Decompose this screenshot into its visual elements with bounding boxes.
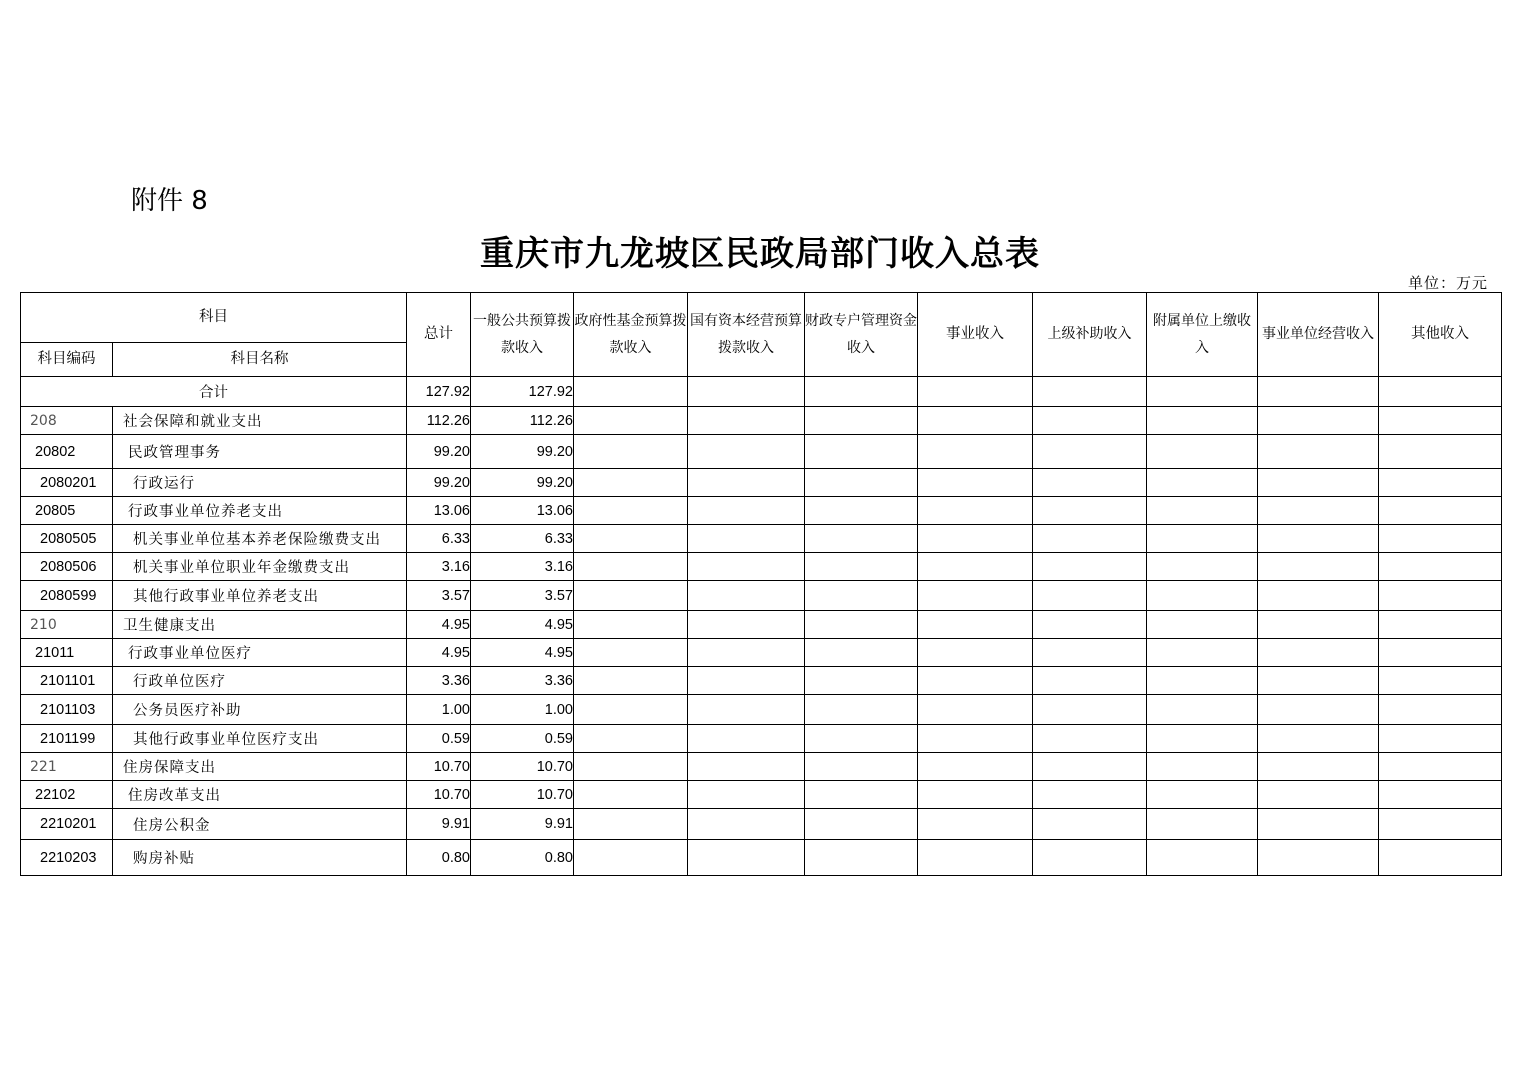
subject-code-cell: 2080506	[21, 553, 113, 581]
subject-code-cell: 208	[21, 407, 113, 435]
empty-cell	[574, 525, 688, 553]
table-row	[21, 407, 1502, 435]
table-row	[21, 695, 1502, 725]
empty-cell	[1379, 469, 1502, 497]
empty-cell	[1033, 581, 1147, 611]
general-budget-cell: 4.95	[471, 639, 574, 667]
empty-cell	[688, 725, 805, 753]
empty-cell	[574, 809, 688, 840]
empty-cell	[1033, 695, 1147, 725]
total-cell: 0.59	[407, 725, 471, 753]
empty-cell	[574, 407, 688, 435]
empty-cell	[918, 497, 1033, 525]
table-row	[21, 840, 1502, 876]
total-cell: 4.95	[407, 611, 471, 639]
empty-cell	[805, 611, 918, 639]
total-cell: 10.70	[407, 753, 471, 781]
general-budget-cell: 9.91	[471, 809, 574, 840]
table-row	[21, 469, 1502, 497]
subject-code-cell: 20805	[21, 497, 113, 525]
empty-cell	[688, 753, 805, 781]
empty-cell	[1147, 725, 1258, 753]
subject-name-cell: 住房保障支出	[113, 753, 407, 781]
empty-cell	[688, 377, 805, 407]
empty-cell	[688, 525, 805, 553]
total-cell: 0.80	[407, 840, 471, 876]
total-cell: 99.20	[407, 469, 471, 497]
subject-name-cell: 公务员医疗补助	[113, 695, 407, 725]
subject-code-cell: 210	[21, 611, 113, 639]
page-title: 重庆市九龙坡区民政局部门收入总表	[480, 234, 1040, 274]
empty-cell	[688, 639, 805, 667]
empty-cell	[1147, 377, 1258, 407]
empty-cell	[805, 639, 918, 667]
table-row	[21, 611, 1502, 639]
empty-cell	[1147, 469, 1258, 497]
total-cell: 6.33	[407, 525, 471, 553]
empty-cell	[1147, 639, 1258, 667]
subject-name-cell: 机关事业单位基本养老保险缴费支出	[113, 525, 407, 553]
empty-cell	[1258, 753, 1379, 781]
empty-cell	[1033, 809, 1147, 840]
empty-cell	[1379, 753, 1502, 781]
empty-cell	[918, 753, 1033, 781]
subject-name-cell: 卫生健康支出	[113, 611, 407, 639]
total-row-general-budget: 127.92	[471, 377, 574, 407]
empty-cell	[1379, 611, 1502, 639]
empty-cell	[1147, 435, 1258, 469]
empty-cell	[1147, 809, 1258, 840]
empty-cell	[1033, 435, 1147, 469]
empty-cell	[1258, 667, 1379, 695]
empty-cell	[574, 667, 688, 695]
subject-name-cell: 其他行政事业单位养老支出	[113, 581, 407, 611]
empty-cell	[1379, 407, 1502, 435]
empty-cell	[1379, 781, 1502, 809]
empty-cell	[1379, 840, 1502, 876]
general-budget-cell: 4.95	[471, 611, 574, 639]
empty-cell	[1033, 667, 1147, 695]
empty-cell	[1033, 725, 1147, 753]
total-cell: 112.26	[407, 407, 471, 435]
empty-cell	[1033, 377, 1147, 407]
subject-name-cell: 行政事业单位医疗	[113, 639, 407, 667]
empty-cell	[1033, 840, 1147, 876]
empty-cell	[574, 725, 688, 753]
empty-cell	[1258, 725, 1379, 753]
empty-cell	[574, 581, 688, 611]
income-summary-table	[20, 292, 1502, 876]
empty-cell	[574, 377, 688, 407]
empty-cell	[1379, 725, 1502, 753]
empty-cell	[1258, 639, 1379, 667]
subject-name-cell: 机关事业单位职业年金缴费支出	[113, 553, 407, 581]
empty-cell	[1379, 809, 1502, 840]
empty-cell	[688, 695, 805, 725]
empty-cell	[1147, 781, 1258, 809]
empty-cell	[688, 553, 805, 581]
header-subject-code: 科目编码	[21, 343, 113, 377]
total-cell: 10.70	[407, 781, 471, 809]
empty-cell	[688, 809, 805, 840]
general-budget-cell: 6.33	[471, 525, 574, 553]
header-total: 总计	[407, 293, 471, 377]
subject-code-cell: 22102	[21, 781, 113, 809]
empty-cell	[1379, 639, 1502, 667]
empty-cell	[1033, 611, 1147, 639]
table-row	[21, 553, 1502, 581]
empty-cell	[1033, 553, 1147, 581]
subject-code-cell: 21011	[21, 639, 113, 667]
empty-cell	[574, 781, 688, 809]
subject-name-cell: 行政单位医疗	[113, 667, 407, 695]
subject-code-cell: 2080201	[21, 469, 113, 497]
subject-name-cell: 民政管理事务	[113, 435, 407, 469]
empty-cell	[574, 553, 688, 581]
empty-cell	[1379, 695, 1502, 725]
table-row	[21, 781, 1502, 809]
empty-cell	[1147, 581, 1258, 611]
total-cell: 4.95	[407, 639, 471, 667]
header-business-income: 事业收入	[918, 293, 1033, 377]
empty-cell	[805, 809, 918, 840]
general-budget-cell: 99.20	[471, 469, 574, 497]
empty-cell	[805, 781, 918, 809]
empty-cell	[918, 435, 1033, 469]
empty-cell	[1258, 377, 1379, 407]
empty-cell	[688, 581, 805, 611]
empty-cell	[1379, 497, 1502, 525]
empty-cell	[574, 639, 688, 667]
header-subject: 科目	[21, 293, 407, 343]
total-cell: 1.00	[407, 695, 471, 725]
empty-cell	[805, 407, 918, 435]
empty-cell	[1379, 553, 1502, 581]
empty-cell	[805, 667, 918, 695]
empty-cell	[1147, 407, 1258, 435]
empty-cell	[574, 611, 688, 639]
empty-cell	[1379, 667, 1502, 695]
empty-cell	[918, 469, 1033, 497]
total-cell: 3.16	[407, 553, 471, 581]
subject-code-cell: 221	[21, 753, 113, 781]
empty-cell	[1147, 553, 1258, 581]
empty-cell	[918, 809, 1033, 840]
empty-cell	[805, 725, 918, 753]
empty-cell	[574, 695, 688, 725]
table-row	[21, 809, 1502, 840]
empty-cell	[1258, 435, 1379, 469]
empty-cell	[1033, 781, 1147, 809]
attachment-label: 附件 8	[131, 186, 208, 216]
empty-cell	[1147, 611, 1258, 639]
table-row	[21, 497, 1502, 525]
empty-cell	[688, 469, 805, 497]
empty-cell	[1033, 407, 1147, 435]
general-budget-cell: 112.26	[471, 407, 574, 435]
empty-cell	[1033, 753, 1147, 781]
empty-cell	[574, 469, 688, 497]
empty-cell	[688, 435, 805, 469]
empty-cell	[1258, 407, 1379, 435]
total-cell: 3.57	[407, 581, 471, 611]
table-row	[21, 725, 1502, 753]
total-cell: 9.91	[407, 809, 471, 840]
header-general-budget: 一般公共预算拨款收入	[471, 293, 574, 377]
general-budget-cell: 10.70	[471, 781, 574, 809]
unit-label: 单位：万元	[1407, 274, 1488, 292]
subject-code-cell: 2080505	[21, 525, 113, 553]
empty-cell	[1033, 639, 1147, 667]
empty-cell	[1379, 435, 1502, 469]
empty-cell	[918, 611, 1033, 639]
general-budget-cell: 3.16	[471, 553, 574, 581]
empty-cell	[688, 497, 805, 525]
table-row	[21, 435, 1502, 469]
empty-cell	[1033, 525, 1147, 553]
empty-cell	[1379, 581, 1502, 611]
empty-cell	[688, 840, 805, 876]
empty-cell	[805, 695, 918, 725]
empty-cell	[805, 553, 918, 581]
general-budget-cell: 0.80	[471, 840, 574, 876]
empty-cell	[805, 497, 918, 525]
table-row	[21, 667, 1502, 695]
empty-cell	[1147, 695, 1258, 725]
subject-name-cell: 行政运行	[113, 469, 407, 497]
general-budget-cell: 0.59	[471, 725, 574, 753]
general-budget-cell: 99.20	[471, 435, 574, 469]
empty-cell	[1258, 695, 1379, 725]
empty-cell	[805, 377, 918, 407]
empty-cell	[918, 407, 1033, 435]
header-subject-name: 科目名称	[113, 343, 407, 377]
subject-code-cell: 2080599	[21, 581, 113, 611]
general-budget-cell: 3.36	[471, 667, 574, 695]
general-budget-cell: 10.70	[471, 753, 574, 781]
subject-code-cell: 2101103	[21, 695, 113, 725]
subject-code-cell: 20802	[21, 435, 113, 469]
header-business-operation: 事业单位经营收入	[1258, 293, 1379, 377]
table-row	[21, 639, 1502, 667]
empty-cell	[1147, 667, 1258, 695]
empty-cell	[1258, 525, 1379, 553]
empty-cell	[918, 639, 1033, 667]
empty-cell	[918, 840, 1033, 876]
general-budget-cell: 3.57	[471, 581, 574, 611]
header-other-income: 其他收入	[1379, 293, 1502, 377]
empty-cell	[574, 435, 688, 469]
header-state-capital: 国有资本经营预算拨款收入	[688, 293, 805, 377]
general-budget-cell: 13.06	[471, 497, 574, 525]
empty-cell	[688, 667, 805, 695]
empty-cell	[918, 377, 1033, 407]
table-row	[21, 525, 1502, 553]
total-row-total: 127.92	[407, 377, 471, 407]
total-row-label: 合计	[21, 377, 407, 407]
subject-name-cell: 其他行政事业单位医疗支出	[113, 725, 407, 753]
subject-code-cell: 2210203	[21, 840, 113, 876]
empty-cell	[918, 695, 1033, 725]
subject-name-cell: 购房补贴	[113, 840, 407, 876]
empty-cell	[1258, 469, 1379, 497]
empty-cell	[574, 840, 688, 876]
subject-name-cell: 住房改革支出	[113, 781, 407, 809]
empty-cell	[1147, 525, 1258, 553]
empty-cell	[1147, 840, 1258, 876]
header-superior-subsidy: 上级补助收入	[1033, 293, 1147, 377]
empty-cell	[918, 525, 1033, 553]
empty-cell	[1258, 553, 1379, 581]
empty-cell	[805, 525, 918, 553]
empty-cell	[1258, 781, 1379, 809]
empty-cell	[1147, 497, 1258, 525]
empty-cell	[805, 753, 918, 781]
empty-cell	[805, 840, 918, 876]
general-budget-cell: 1.00	[471, 695, 574, 725]
subject-name-cell: 住房公积金	[113, 809, 407, 840]
empty-cell	[1258, 840, 1379, 876]
total-row	[21, 377, 1502, 407]
table-row	[21, 753, 1502, 781]
empty-cell	[688, 781, 805, 809]
total-cell: 3.36	[407, 667, 471, 695]
empty-cell	[574, 753, 688, 781]
empty-cell	[918, 725, 1033, 753]
subject-name-cell: 行政事业单位养老支出	[113, 497, 407, 525]
header-gov-fund: 政府性基金预算拨款收入	[574, 293, 688, 377]
empty-cell	[688, 611, 805, 639]
empty-cell	[918, 553, 1033, 581]
empty-cell	[1258, 611, 1379, 639]
empty-cell	[805, 469, 918, 497]
subject-code-cell: 2101101	[21, 667, 113, 695]
empty-cell	[805, 435, 918, 469]
header-fiscal-account: 财政专户管理资金收入	[805, 293, 918, 377]
subject-name-cell: 社会保障和就业支出	[113, 407, 407, 435]
empty-cell	[1258, 809, 1379, 840]
empty-cell	[1033, 469, 1147, 497]
empty-cell	[1379, 377, 1502, 407]
empty-cell	[805, 581, 918, 611]
subject-code-cell: 2101199	[21, 725, 113, 753]
header-affiliated-unit: 附属单位上缴收入	[1147, 293, 1258, 377]
subject-code-cell: 2210201	[21, 809, 113, 840]
empty-cell	[918, 667, 1033, 695]
table-row	[21, 581, 1502, 611]
empty-cell	[688, 407, 805, 435]
empty-cell	[918, 781, 1033, 809]
total-cell: 99.20	[407, 435, 471, 469]
empty-cell	[574, 497, 688, 525]
empty-cell	[918, 581, 1033, 611]
empty-cell	[1379, 525, 1502, 553]
empty-cell	[1258, 581, 1379, 611]
empty-cell	[1147, 753, 1258, 781]
total-cell: 13.06	[407, 497, 471, 525]
empty-cell	[1033, 497, 1147, 525]
empty-cell	[1258, 497, 1379, 525]
